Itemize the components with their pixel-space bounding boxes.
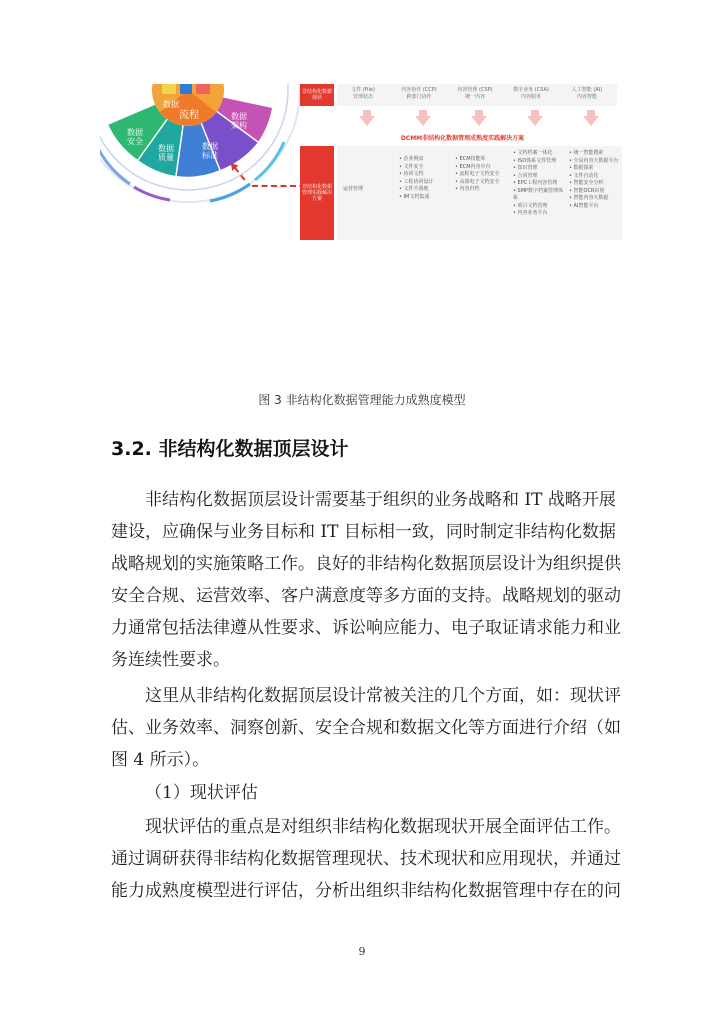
stage-cell: [337, 84, 389, 106]
solution-column: [513, 146, 567, 240]
stage-cell: [561, 84, 613, 106]
column-item: • 流程电子文档安全: [455, 171, 511, 179]
stage-title: 内容管理 (CSP): [457, 87, 493, 93]
column-item: • 合同管理: [513, 173, 567, 181]
column-item: • 智能安全分析: [569, 180, 622, 188]
column-item: • 智能内容大数据: [569, 195, 622, 203]
column-item: • 文件不落地: [399, 186, 453, 194]
down-arrow-icon: [471, 116, 487, 126]
column-item: • 高端电子文档安全: [455, 179, 511, 187]
wheel-segment-label: 数据安全: [127, 128, 143, 146]
column-item: • 内容归档: [455, 186, 511, 194]
figure-caption: 图 3 非结构化数据管理能力成熟度模型: [258, 393, 466, 407]
paragraph-3: [111, 811, 621, 907]
column-item: • ECM技能库: [455, 156, 511, 164]
subsection-heading: [111, 777, 616, 809]
stage-cell: [449, 84, 501, 106]
text-line: 建设，应确保与业务目标和 IT 目标相一致，同时制定非结构化数据: [111, 522, 616, 542]
stage-sub: 跨部门协作: [406, 94, 432, 100]
column-item: • 项目文档管理: [513, 203, 567, 211]
wheel-segment-label: 数据质量: [158, 144, 174, 162]
down-arrow-icon: [359, 116, 375, 126]
solution-band-title: DCMM非结构化数据管理成熟度实践解决方案: [400, 135, 525, 142]
column-item: • 全局内容大数据平台: [569, 158, 622, 166]
paragraph-2: [111, 680, 621, 776]
stage-cell: [505, 84, 557, 106]
column-item: • ECM内容中台: [455, 164, 511, 172]
page-number: 9: [358, 945, 366, 958]
stage-title: 人工智能 (AI): [571, 87, 603, 93]
stage-sub: 管理状态: [352, 94, 373, 100]
current-state-label: 非结构化数据现状: [300, 84, 334, 106]
stage-sub: 内容服务: [520, 94, 541, 100]
column-item: • 文件自动化: [569, 173, 622, 181]
column-item: • 协同文档: [399, 171, 453, 179]
text-line: 图 4 所示）。: [111, 750, 210, 770]
column-item: • EPC工程内容管理: [513, 180, 567, 188]
column-item: • IM文档集成: [399, 194, 453, 202]
stage-title: 内容协作 (CCP): [401, 87, 437, 93]
column-item: • ISO体系文件管理: [513, 158, 567, 166]
text-line: 力通常包括法律遵从性要求、诉讼响应能力、电子取证请求能力和业: [111, 618, 621, 638]
column-item: 运营管理: [343, 186, 364, 192]
solution-column: [569, 146, 622, 240]
column-item: • 统一智能搜索: [569, 150, 622, 158]
stage-title: 文件 (File): [351, 87, 375, 93]
text-line: 这里从非结构化数据顶层设计常被关注的几个方面，如：现状评: [145, 686, 621, 706]
down-arrow-icon: [583, 116, 599, 126]
stage-sub: 内容智能: [576, 94, 597, 100]
solution-column: [343, 146, 387, 240]
stage-sub: 统一内容: [464, 94, 485, 100]
wheel-segment-label: 数据架构: [231, 112, 247, 130]
wheel-segment-label: 数据标准: [202, 142, 218, 160]
text-line: 非结构化数据顶层设计需要基于组织的业务战略和 IT 战略开展: [145, 490, 616, 510]
solution-table: [337, 146, 622, 240]
text-line: 能力成熟度模型进行评估，分析出组织非结构化数据管理中存在的问: [111, 881, 621, 901]
text-line: 战略规划的实施策略工作。良好的非结构化数据顶层设计为组织提供: [111, 554, 621, 574]
solution-column: [399, 146, 453, 240]
solution-row-label: 非结构化数据管理实践解决方案: [300, 146, 334, 240]
text-line: 安全合规、运营效率、客户满意度等多方面的支持。战略规划的驱动: [111, 586, 621, 606]
down-arrow-icon: [527, 116, 543, 126]
column-item: • 工程协同设计: [399, 179, 453, 187]
column-item: • 知识管理: [513, 165, 567, 173]
section-heading: 3.2. 非结构化数据顶层设计: [111, 438, 349, 460]
wheel-segment-label: 数据: [163, 100, 179, 109]
column-item: • SMP数字档案管理体系: [513, 188, 567, 203]
maturity-model-figure: [100, 84, 620, 259]
text-line: 现状评估的重点是对组织非结构化数据现状开展全面评估工作。: [145, 817, 621, 837]
paragraph-1: [111, 484, 621, 676]
column-item: • AI智能平台: [569, 203, 622, 211]
wheel-center-label: 流程: [179, 110, 199, 121]
column-item: • 企业网盘: [399, 156, 453, 164]
column-item: • 文档档案一体化: [513, 150, 567, 158]
down-arrow-icon: [415, 116, 431, 126]
text-line: 估、业务效率、洞察创新、安全合规和数据文化等方面进行介绍（如: [111, 718, 621, 738]
stage-cell: [393, 84, 445, 106]
column-item: • 数据探索: [569, 165, 622, 173]
text-line: 通过调研获得非结构化数据管理现状、技术现状和应用现状，并通过: [111, 849, 621, 869]
stage-title: 数字业务 (CSA): [513, 87, 549, 93]
column-item: • 智能OCR识别: [569, 188, 622, 196]
capability-wheel: [100, 84, 300, 224]
top-stage-row: [337, 84, 617, 106]
column-item: • 内容业务平台: [513, 210, 567, 218]
column-item: • 文件安全: [399, 164, 453, 172]
solution-column: [455, 146, 511, 240]
text-line: 务连续性要求。: [111, 650, 230, 670]
text-line: （1）现状评估: [145, 783, 258, 803]
